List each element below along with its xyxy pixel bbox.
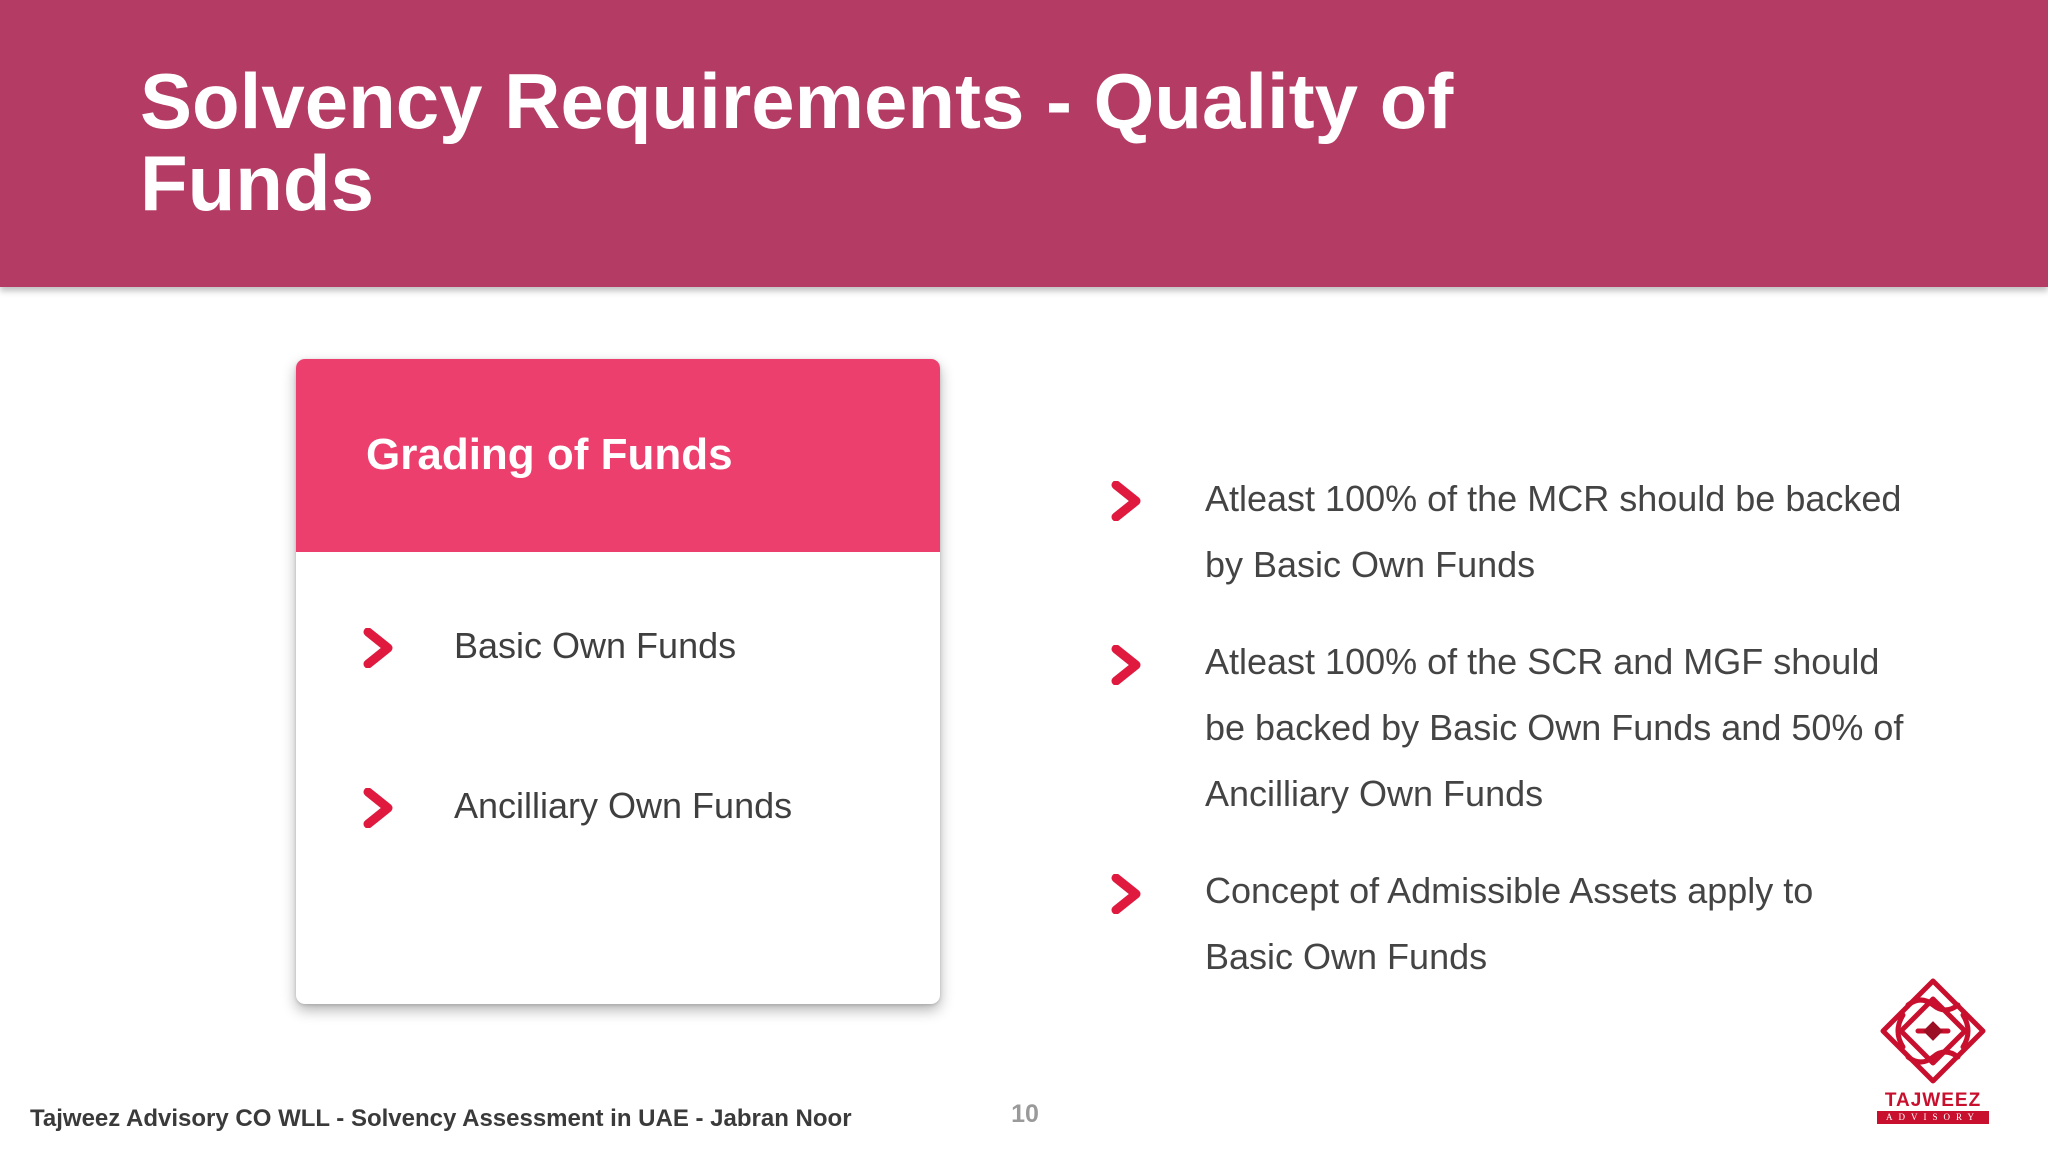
grading-card: [296, 359, 940, 1004]
card-item-ancilliary-own-funds: Ancilliary Own Funds: [454, 785, 793, 826]
chevron-right-icon: [362, 788, 396, 828]
bullet-mcr: Atleast 100% of the MCR should be backed by Basic Own Funds: [1205, 478, 1902, 585]
footer-text: Tajweez Advisory CO WLL - Solvency Assessment in UAE - Jabran Noor: [30, 1105, 852, 1132]
card-title: Grading of Funds: [366, 430, 733, 479]
page-number: 10: [1011, 1100, 1039, 1128]
card-item-basic-own-funds: Basic Own Funds: [454, 625, 737, 666]
chevron-right-icon: [1110, 481, 1144, 521]
chevron-right-icon: [1110, 874, 1144, 914]
title-bar: [0, 0, 2048, 287]
bullet-admissible-assets: Concept of Admissible Assets apply to Basic Own Funds: [1205, 870, 1814, 977]
slide-title: Solvency Requirements - Quality of Funds: [140, 57, 1454, 227]
card-header: [296, 359, 940, 552]
chevron-right-icon: [1110, 645, 1144, 685]
logo-subtitle: ADVISORY: [1877, 1111, 1989, 1124]
chevron-right-icon: [362, 628, 396, 668]
tajweez-logo-icon: [1873, 975, 1993, 1091]
tajweez-logo: [1873, 975, 1993, 1123]
bullet-scr-mgf: Atleast 100% of the SCR and MGF should be backed by Basic Own Funds and 50% of Ancilliary Own Funds: [1205, 641, 1904, 814]
logo-name: TAJWEEZ: [1884, 1090, 1982, 1111]
